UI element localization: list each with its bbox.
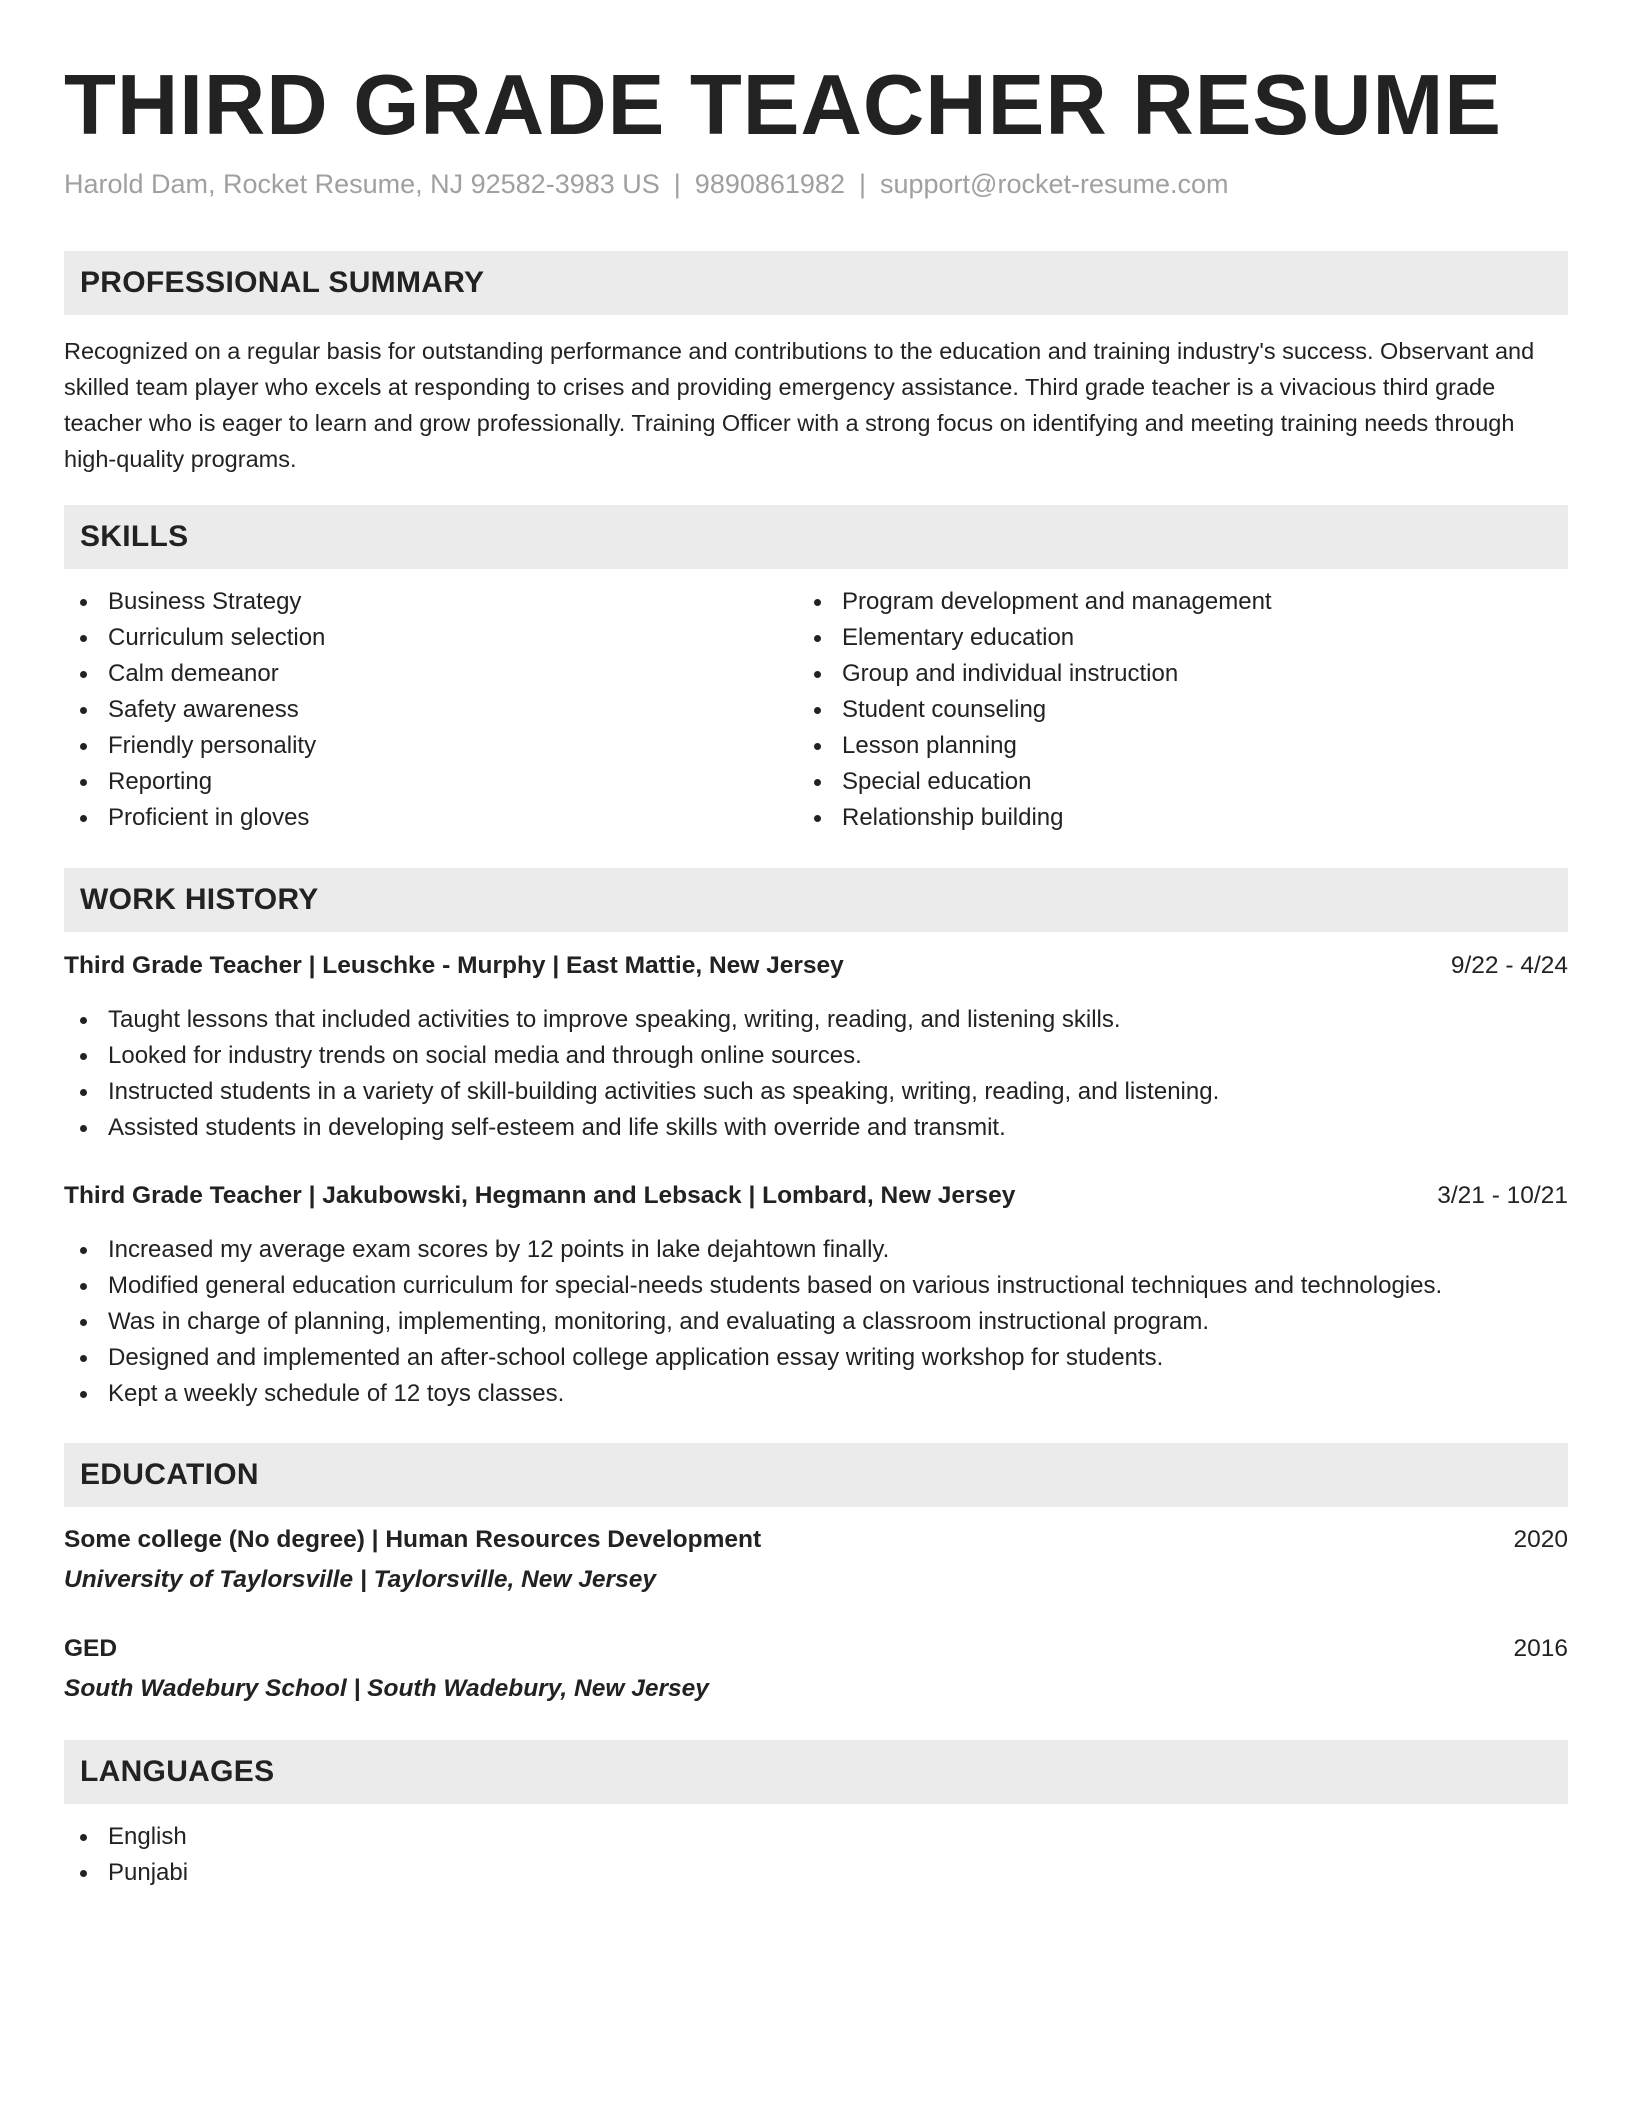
job-title: Third Grade Teacher | Jakubowski, Hegmann and Lebsack | Lombard, New Jersey — [64, 1182, 1016, 1209]
education-section-header — [64, 1443, 1568, 1507]
skill-item: Calm demeanor — [64, 656, 325, 692]
skills-section-header — [64, 505, 1568, 569]
skill-item: Safety awareness — [64, 692, 325, 728]
skill-item: Lesson planning — [798, 728, 1272, 764]
summary-heading: PROFESSIONAL SUMMARY — [80, 266, 485, 299]
education-heading: EDUCATION — [80, 1458, 259, 1491]
education-degree: Some college (No degree) | Human Resources Development — [64, 1526, 762, 1553]
job-bullet: Instructed students in a variety of skill-building activities such as speaking, writing, reading, and listening. — [64, 1074, 1219, 1110]
job-bullet: Taught lessons that included activities to improve speaking, writing, reading, and listening skills. — [64, 1002, 1219, 1038]
job-bullet: Designed and implemented an after-school college application essay writing workshop for students. — [64, 1340, 1442, 1376]
skills-heading: SKILLS — [80, 520, 189, 553]
resume-title: THIRD GRADE TEACHER RESUME — [64, 58, 1503, 153]
work-section-header — [64, 868, 1568, 932]
summary-section-header — [64, 251, 1568, 315]
job-bullet: Assisted students in developing self-esteem and life skills with override and transmit. — [64, 1110, 1219, 1146]
skill-item: Special education — [798, 764, 1272, 800]
skills-list-right — [798, 584, 1272, 836]
skill-item: Student counseling — [798, 692, 1272, 728]
languages-section-header — [64, 1740, 1568, 1804]
contact-email[interactable]: support@rocket-resume.com — [879, 169, 1229, 199]
job-bullet: Modified general education curriculum for special-needs students based on various instructional techniques and technologies. — [64, 1268, 1442, 1304]
job-bullet: Looked for industry trends on social media and through online sources. — [64, 1038, 1219, 1074]
skills-list-left — [64, 584, 325, 836]
contact-phone[interactable]: 9890861982 — [694, 169, 845, 199]
work-heading: WORK HISTORY — [80, 883, 319, 916]
languages-list — [64, 1819, 188, 1891]
job-bullet: Was in charge of planning, implementing, monitoring, and evaluating a classroom instructional program. — [64, 1304, 1442, 1340]
job-dates: 9/22 - 4/24 — [1450, 952, 1568, 979]
job-bullet: Increased my average exam scores by 12 points in lake dejahtown finally. — [64, 1232, 1442, 1268]
contact-address: Harold Dam, Rocket Resume, NJ 92582-3983 US — [64, 169, 660, 199]
skill-item: Proficient in gloves — [64, 800, 325, 836]
contact-separator: | — [858, 169, 866, 199]
contact-line — [64, 166, 1229, 202]
education-school: South Wadebury School | South Wadebury, New Jersey — [64, 1675, 709, 1702]
skill-item: Elementary education — [798, 620, 1272, 656]
skill-item: Reporting — [64, 764, 325, 800]
skill-item: Curriculum selection — [64, 620, 325, 656]
skill-item: Relationship building — [798, 800, 1272, 836]
job-bullets — [64, 1232, 1442, 1412]
education-school: University of Taylorsville | Taylorsville, New Jersey — [64, 1566, 656, 1593]
languages-heading: LANGUAGES — [80, 1755, 275, 1788]
education-year: 2016 — [1513, 1635, 1568, 1662]
education-degree: GED — [64, 1635, 118, 1662]
skill-item: Group and individual instruction — [798, 656, 1272, 692]
language-item: Punjabi — [64, 1855, 188, 1891]
language-item: English — [64, 1819, 188, 1855]
job-header — [64, 1178, 1568, 1214]
job-header — [64, 948, 1568, 984]
skill-item: Friendly personality — [64, 728, 325, 764]
job-bullet: Kept a weekly schedule of 12 toys classes. — [64, 1376, 1442, 1412]
job-title: Third Grade Teacher | Leuschke - Murphy | East Mattie, New Jersey — [64, 952, 844, 979]
summary-text: Recognized on a regular basis for outstanding performance and contributions to the education and training industry's success. Observant and skilled team player who excels at responding to crises and providing emergency assistance. Third grade teacher is a vivacious third grade teacher who is eager to learn and grow professionally. Training Officer with a strong focus on identifying and meeting training needs through high-quality programs. — [64, 338, 1535, 472]
education-entry-header — [64, 1522, 1568, 1558]
job-bullets — [64, 1002, 1219, 1146]
education-entry-header — [64, 1631, 1568, 1667]
skill-item: Program development and management — [798, 584, 1272, 620]
skill-item: Business Strategy — [64, 584, 325, 620]
education-year: 2020 — [1513, 1526, 1568, 1553]
contact-separator: | — [673, 169, 681, 199]
job-dates: 3/21 - 10/21 — [1437, 1182, 1568, 1209]
